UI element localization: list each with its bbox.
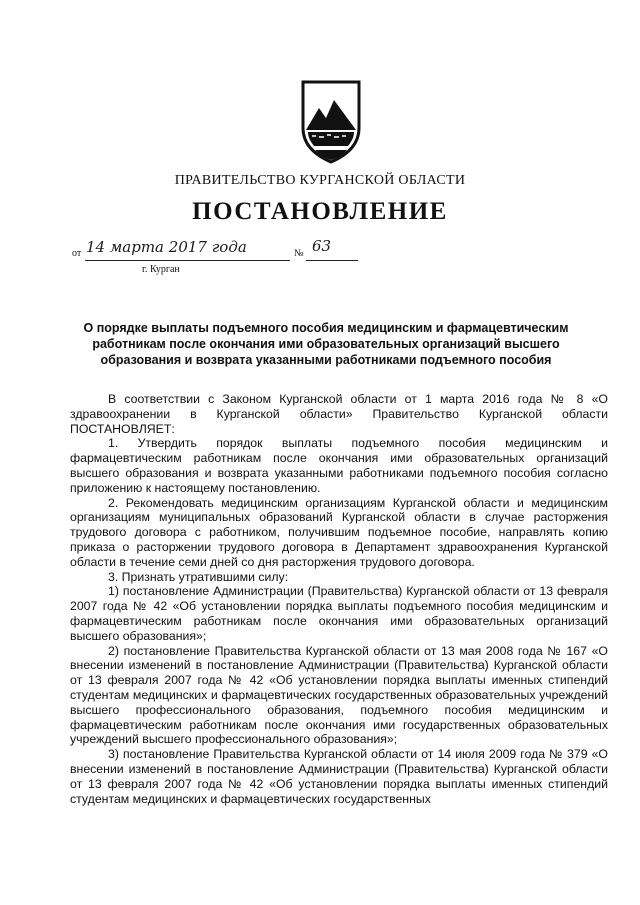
document-body [70,392,608,806]
handwritten-number: 63 [312,237,332,255]
body-paragraph-preamble: В соответствии с Законом Курганской области от 1 марта 2016 года № 8 «О здравоохранении в Курганской области» Правительство Курганской области ПОСТАНОВЛЯЕТ: [70,392,608,436]
body-paragraph-item-3: 3. Признать утратившими силу: [108,569,289,584]
body-paragraph-item-2: 2. Рекомендовать медицинским организациям Курганской области и медицинским организациям муниципальных образований Курганской области в случае расторжения трудового договора с работником, получившим подъемное пособие, направлять копию приказа о расторжении трудового договора в Департамент здравоохранения Курганской области в течение семи дней со дня расторжения трудового договора. [70,495,608,569]
number-underline [306,260,358,261]
handwritten-date: 14 марта 2017 года [86,238,247,256]
document-type-title: ПОСТАНОВЛЕНИЕ [192,198,448,225]
body-paragraph-subitem-2: 2) постановление Правительства Курганской области от 13 мая 2008 года № 167 «О внесении изменений в постановление Администрации (Правительства) Курганской области от 13 февраля 2007 года № 42 «Об установлении порядка выплаты именных стипендий студентам медицинских и фармацевтических государственных образовательных учреждений высшего профессионального образования, подъемного пособия медицинским и фармацевтическим работникам после окончания ими государственных образовательных учреждений высшего профессионального образования»; [70,643,608,747]
kurgan-coat-of-arms-emblem [299,78,363,164]
city-label: г. Курган [142,264,180,275]
date-from-label: от [72,248,82,259]
government-name: ПРАВИТЕЛЬСТВО КУРГАНСКОЙ ОБЛАСТИ [174,173,466,188]
body-paragraph-item-1: 1. Утвердить порядок выплаты подъемного пособия медицинским и фармацевтическим работникам после окончания ими образовательных организаций высшего образования и возврата указанными работниками подъемного пособия согласно приложению к настоящему постановлению. [70,436,608,495]
date-underline [85,260,290,261]
number-label: № [294,248,304,259]
body-paragraph-subitem-3: 3) постановление Правительства Курганской области от 14 июля 2009 года № 379 «О внесении изменений в постановление Администрации (Правительства) Курганской области от 13 февраля 2007 года № 42 «Об установлении порядка выплаты именных стипендий студентам медицинских и фармацевтических государственных [70,747,608,806]
body-paragraph-subitem-1: 1) постановление Администрации (Правительства) Курганской области от 13 февраля 2007 года № 42 «Об установлении порядка выплаты подъемного пособия медицинским и фармацевтическим работникам после окончания ими образовательных организаций высшего образования»; [70,584,608,643]
document-subject-title: О порядке выплаты подъемного пособия медицинским и фармацевтическим работникам после окончания ими образовательных организаций высшего образования и возврата указанными работниками подъемного пособия [83,321,569,367]
document-date-number-block [72,237,392,286]
